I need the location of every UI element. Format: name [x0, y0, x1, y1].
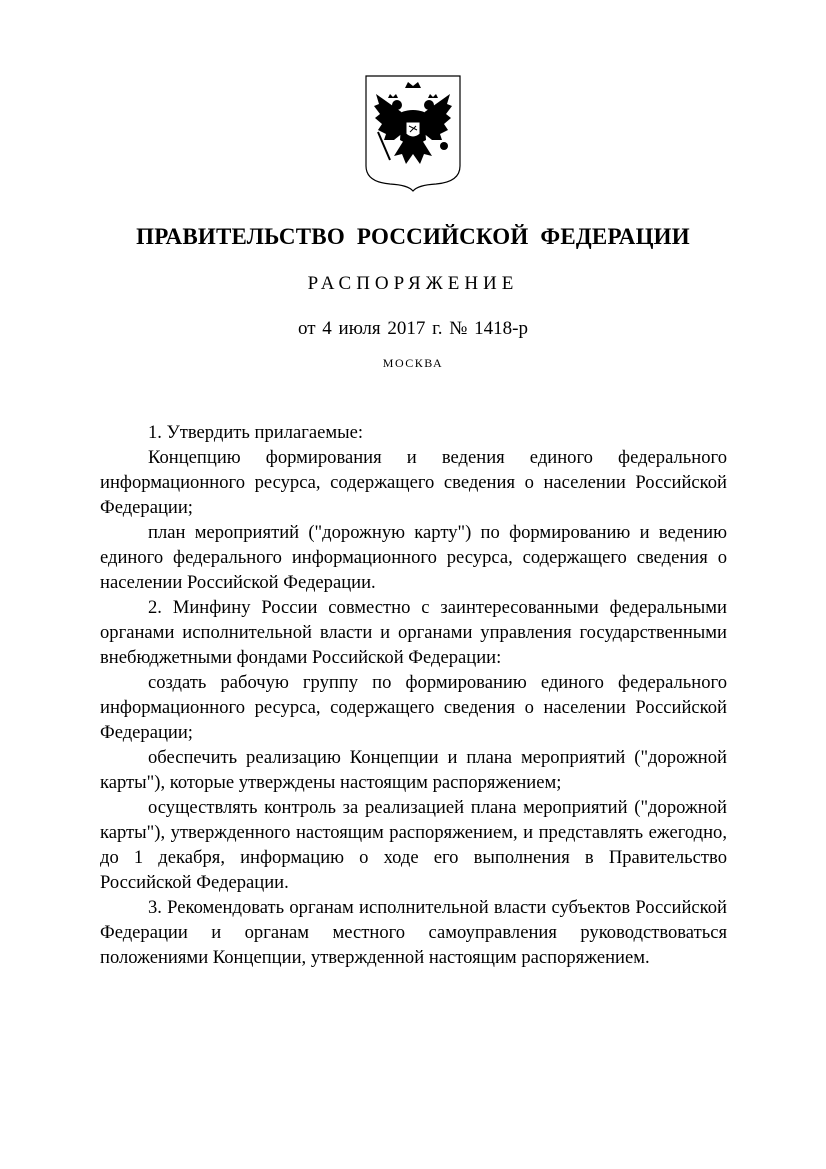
document-body	[100, 420, 727, 970]
paragraph: обеспечить реализацию Концепции и плана мероприятий ("дорожной карты"), которые утверждены настоящим распоряжением;	[100, 747, 727, 793]
paragraph: создать рабочую группу по формированию единого федерального информационного ресурса, содержащего сведения о населении Российской Федерации;	[100, 672, 727, 743]
issuer-title: ПРАВИТЕЛЬСТВО РОССИЙСКОЙ ФЕДЕРАЦИИ	[136, 224, 690, 249]
place-of-issue: МОСКВА	[382, 356, 444, 370]
coat-of-arms-emblem	[364, 74, 462, 192]
paragraph: осуществлять контроль за реализацией плана мероприятий ("дорожной карты"), утвержденного настоящим распоряжением, и представлять ежегодно, до 1 декабря, информацию о ходе его выполнения в Правительство Российской Федерации.	[100, 797, 727, 893]
document-type: РАСПОРЯЖЕНИЕ	[307, 273, 519, 294]
paragraph: 3. Рекомендовать органам исполнительной власти субъектов Российской Федерации и органам местного самоуправления руководствоваться положениями Концепции, утвержденной настоящим распоряжением.	[100, 897, 727, 968]
paragraph: Концепцию формирования и ведения единого федерального информационного ресурса, содержащего сведения о населении Российской Федерации;	[100, 447, 727, 518]
paragraph: 2. Минфину России совместно с заинтересованными федеральными органами исполнительной власти и органами управления государственными внебюджетными фондами Российской Федерации:	[100, 597, 727, 668]
paragraph: 1. Утвердить прилагаемые:	[148, 422, 364, 443]
date-and-number: от 4 июля 2017 г. № 1418-р	[297, 318, 529, 339]
paragraph: план мероприятий ("дорожную карту") по формированию и ведению единого федерального информационного ресурса, содержащего сведения о населении Российской Федерации.	[100, 522, 727, 593]
